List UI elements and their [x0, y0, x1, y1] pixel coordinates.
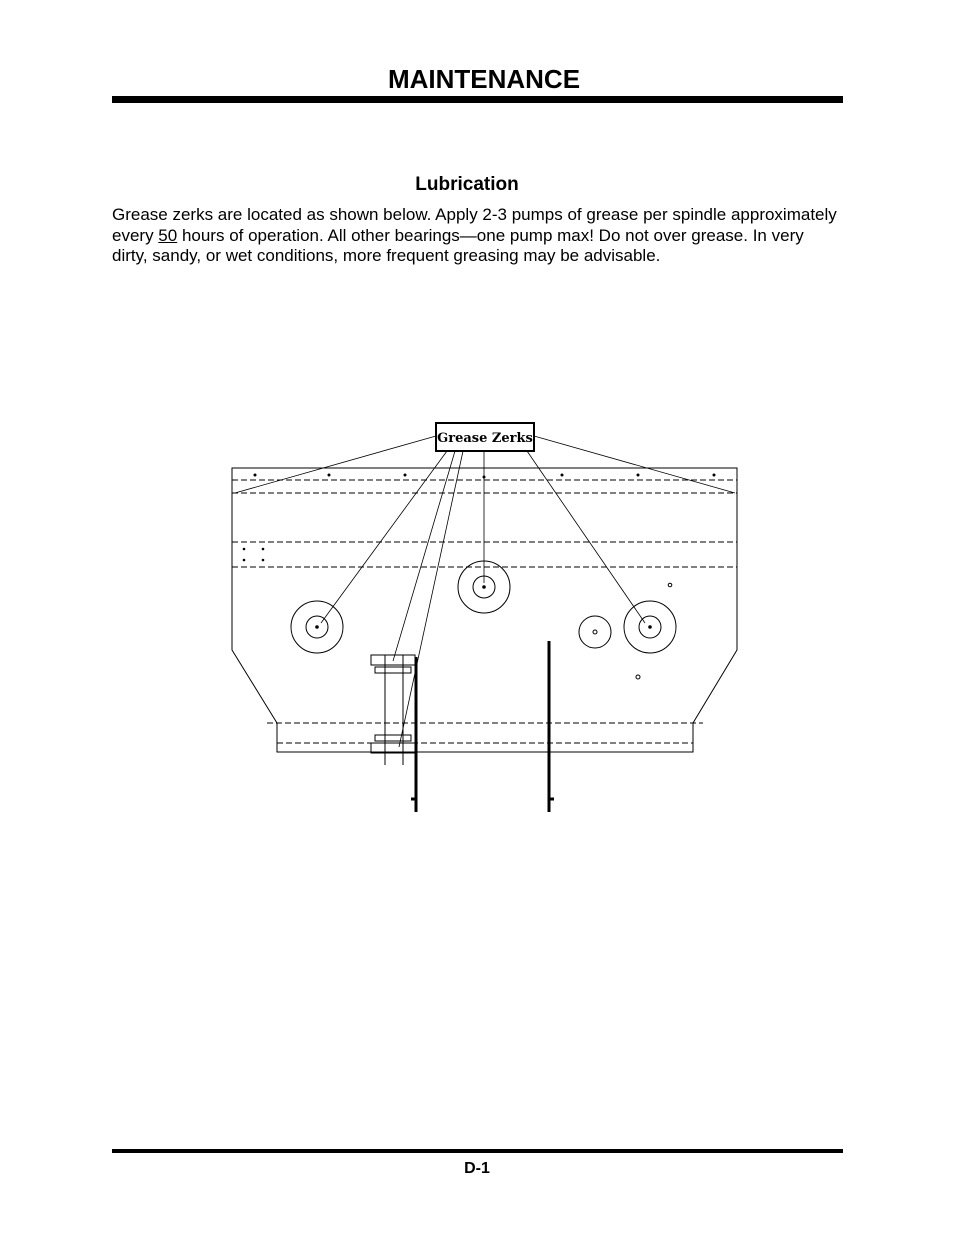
tensioner-assembly: [371, 655, 415, 765]
page-number: D-1: [464, 1160, 490, 1177]
header-rule: [112, 96, 843, 103]
idler-pulley: [579, 616, 611, 648]
mower-deck-diagram: [225, 405, 745, 815]
page-title: MAINTENANCE: [387, 64, 581, 94]
callout-leaders: [235, 436, 735, 747]
instructions-text-start: Grease zerks are located as shown below. Apply 2-3 pumps of grease per spindle approximately every: [112, 205, 837, 245]
footer-rule: [112, 1149, 843, 1153]
lubrication-interval-hours: 50: [158, 225, 178, 245]
lubrication-instructions: [112, 205, 842, 267]
deck-outline: [232, 468, 737, 752]
grease-zerks-callout: [436, 423, 534, 451]
callout-label: Grease Zerks: [437, 431, 533, 446]
instructions-text-end: hours of operation. All other bearings—one pump max! Do not over grease. In very dirty, sandy, or wet conditions, more frequent greasing may be advisable.: [112, 225, 804, 265]
section-heading: Lubrication: [415, 174, 519, 195]
